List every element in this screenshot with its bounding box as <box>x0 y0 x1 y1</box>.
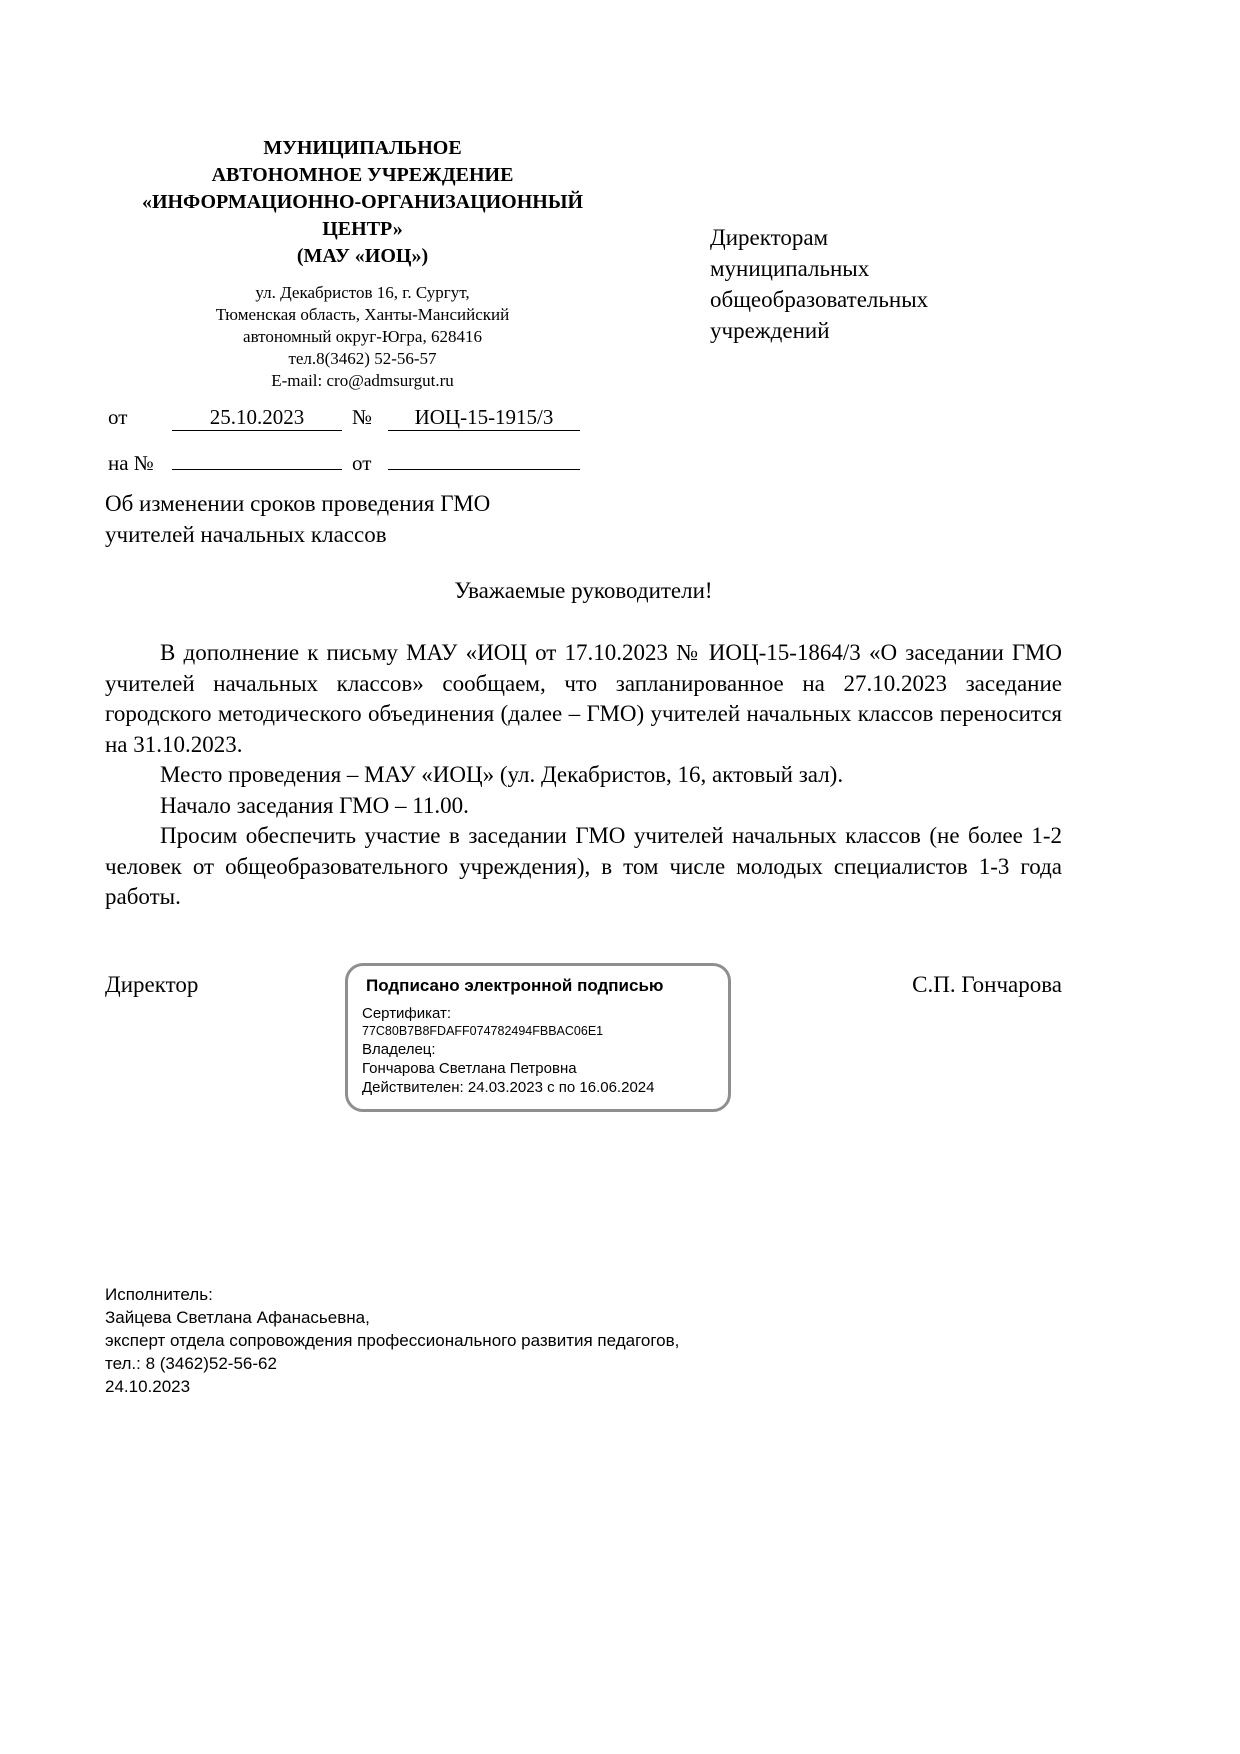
recipient-line: муниципальных <box>710 256 870 281</box>
org-name-line: (МАУ «ИОЦ») <box>296 245 429 267</box>
executor-line: 24.10.2023 <box>105 1377 191 1396</box>
letter-body <box>105 638 1062 913</box>
letterhead <box>105 135 620 392</box>
org-name-line: «ИНФОРМАЦИОННО-ОРГАНИЗАЦИОННЫЙ <box>141 191 584 213</box>
org-name <box>105 135 620 270</box>
recipient-line: учреждений <box>710 318 830 343</box>
org-address-line: тел.8(3462) 52-56-57 <box>288 349 437 368</box>
signature-name: С.П. Гончарова <box>912 972 1062 997</box>
recipient-line: Директорам <box>710 225 829 250</box>
stamp-title: Подписано электронной подписью <box>366 976 664 995</box>
subject-line: Об изменении сроков проведения ГМО <box>105 491 491 516</box>
body-paragraph: Место проведения – МАУ «ИОЦ» (ул. Декабристов, 16, актовый зал). <box>160 762 844 787</box>
reference-row-outgoing <box>108 405 580 431</box>
executor-line: тел.: 8 (3462)52-56-62 <box>105 1354 277 1373</box>
body-paragraph: Начало заседания ГМО – 11.00. <box>160 792 469 818</box>
executor-block <box>105 1283 679 1398</box>
signature-position: Директор <box>105 972 199 997</box>
reference-row-incoming <box>108 445 580 476</box>
org-address-line: E-mail: cro@admsurgut.ru <box>271 371 454 390</box>
org-name-line: ЦЕНТР» <box>322 218 403 240</box>
body-paragraph: Просим обеспечить участие в заседании ГМО учителей начальных классов (не более 1-2 человек от общеобразовательного учреждения), в том числе молодых специалистов 1-3 года работы. <box>105 823 1062 909</box>
ref-on-from-value <box>388 445 580 470</box>
electronic-signature-stamp <box>345 963 731 1112</box>
org-address-line: автономный округ-Югра, 628416 <box>243 327 482 346</box>
ref-from-label: от <box>108 405 128 429</box>
stamp-owner-label: Владелец: <box>362 1041 436 1058</box>
stamp-cert-value: 77C80B7B8FDAFF074782494FBBAC06E1 <box>362 1024 604 1038</box>
subject-block <box>105 488 705 550</box>
org-address-line: Тюменская область, Ханты-Мансийский <box>215 305 510 324</box>
body-paragraph: В дополнение к письму МАУ «ИОЦ от 17.10.2023 № ИОЦ-15-1864/3 «О заседании ГМО учителей начальных классов» сообщаем, что запланированное на 27.10.2023 заседание городского методического объединения (далее – ГМО) учителей начальных классов переносится на 31.10.2023. <box>105 640 1062 757</box>
salutation: Уважаемые руководители! <box>454 578 713 603</box>
stamp-cert-label: Сертификат: <box>362 1005 452 1022</box>
org-address-line: ул. Декабристов 16, г. Сургут, <box>255 283 470 302</box>
ref-number-label: № <box>352 405 373 429</box>
ref-on-number-label: на № <box>108 451 154 475</box>
ref-number-value: ИОЦ-15-1915/3 <box>388 405 580 431</box>
recipient-line: общеобразовательных <box>710 287 929 312</box>
org-name-line: АВТОНОМНОЕ УЧРЕЖДЕНИЕ <box>211 164 514 186</box>
executor-line: эксперт отдела сопровождения профессионального развития педагогов, <box>105 1331 680 1350</box>
subject-line: учителей начальных классов <box>105 522 387 547</box>
org-address <box>105 282 620 392</box>
ref-on-from-label: от <box>352 451 372 475</box>
reference-block <box>108 405 580 490</box>
executor-line: Исполнитель: <box>105 1285 213 1304</box>
stamp-owner-value: Гончарова Светлана Петровна <box>362 1060 577 1077</box>
recipient-block <box>710 222 1010 346</box>
stamp-validity: Действителен: 24.03.2023 с по 16.06.2024 <box>362 1079 655 1096</box>
ref-date-value: 25.10.2023 <box>172 405 342 431</box>
executor-line: Зайцева Светлана Афанасьевна, <box>105 1308 370 1327</box>
ref-on-number-value <box>172 445 342 470</box>
org-name-line: МУНИЦИПАЛЬНОЕ <box>263 137 462 159</box>
